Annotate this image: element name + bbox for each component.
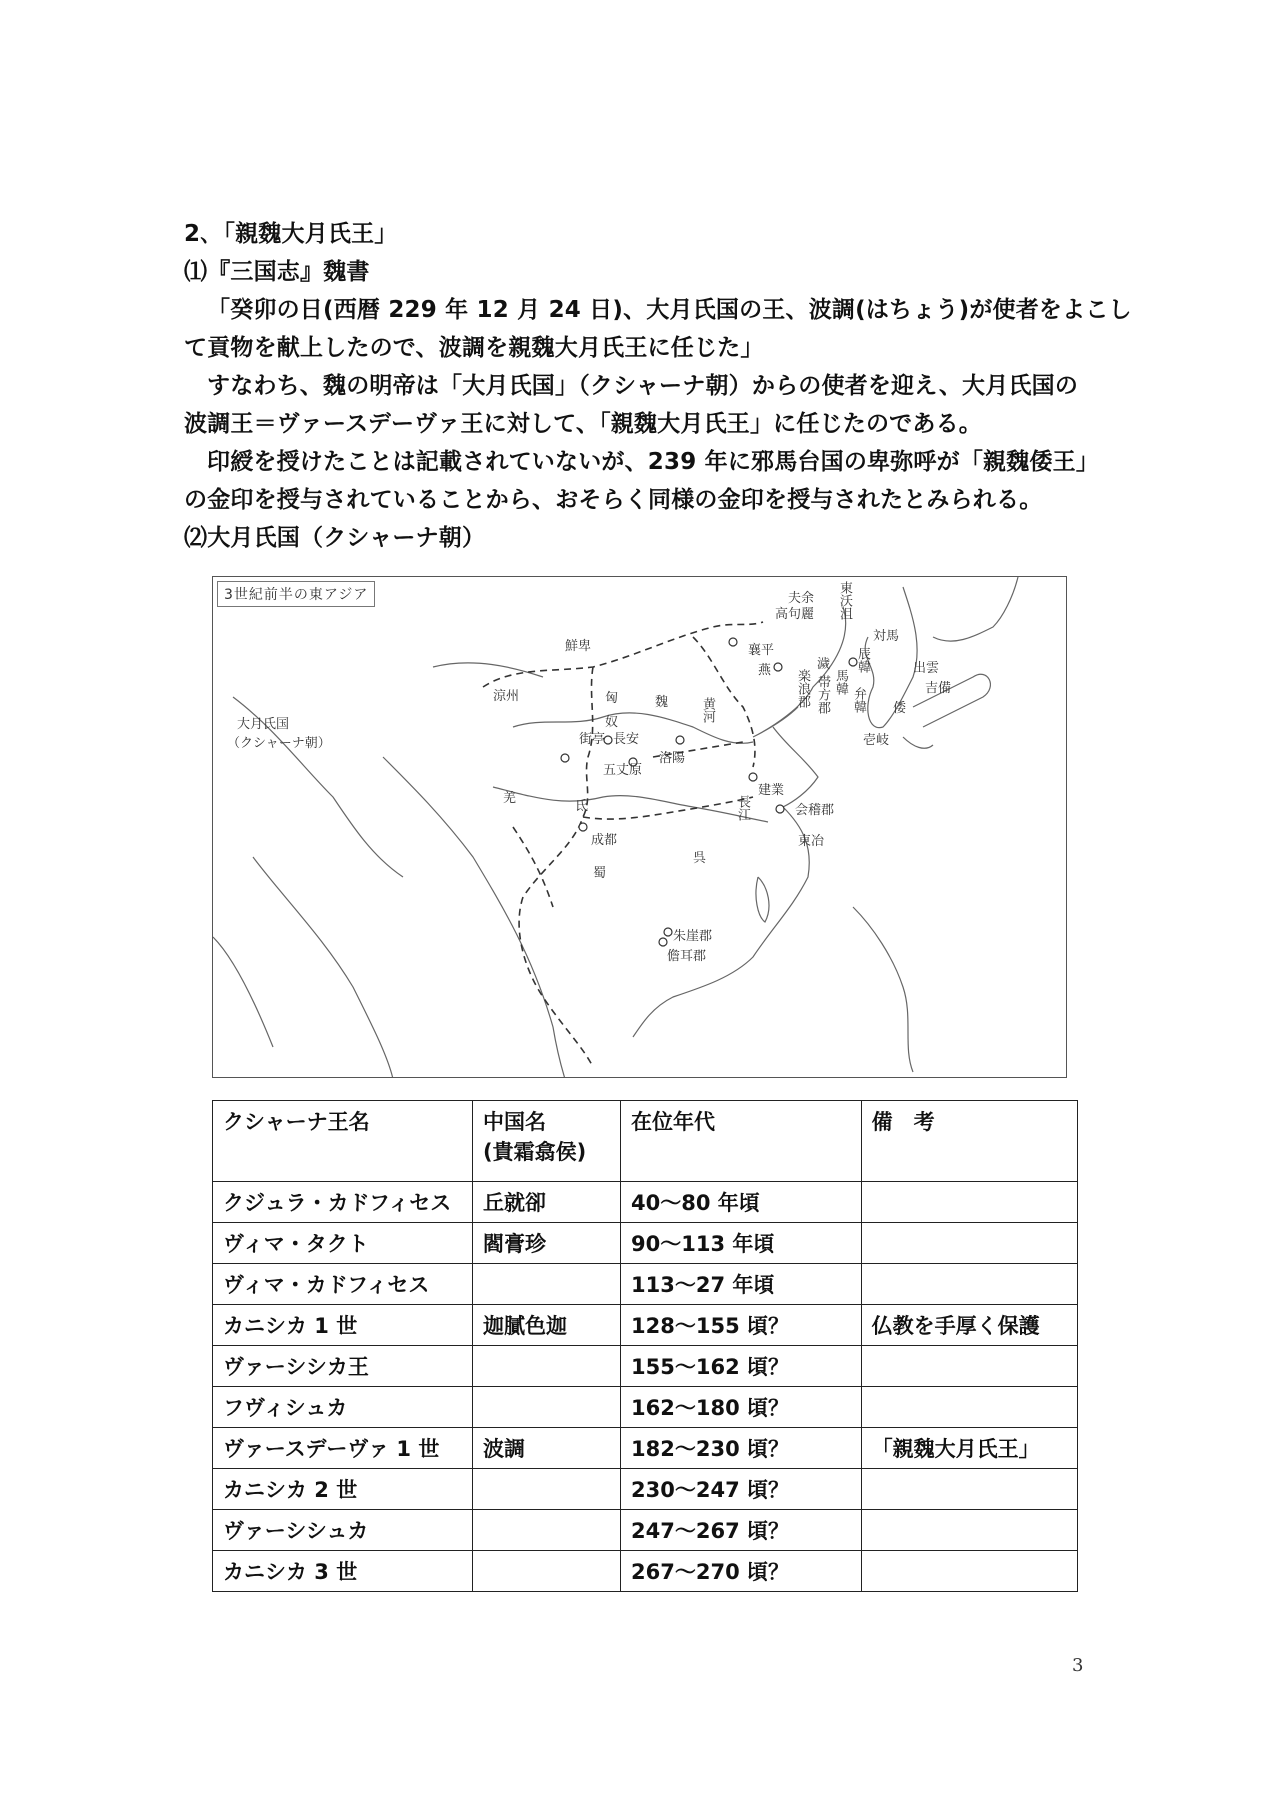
table-row <box>213 1223 1078 1264</box>
cell-chinese-name <box>472 1387 620 1428</box>
cell-chinese-name <box>472 1264 620 1305</box>
header-chinese-name <box>472 1101 620 1182</box>
table-row <box>213 1428 1078 1469</box>
cell-remarks <box>861 1346 1077 1387</box>
map-label-tsushima: 対馬 <box>873 629 900 644</box>
map-label-iki: 壱岐 <box>863 733 890 748</box>
map-label-kuaiji: 会稽郡 <box>795 803 835 818</box>
cell-chinese-name <box>472 1469 620 1510</box>
map-label-yuezhi: 大月氏国 <box>237 717 290 732</box>
map-label-zhuya: 朱崖郡 <box>673 929 713 944</box>
cell-remarks <box>861 1510 1077 1551</box>
table-row <box>213 1264 1078 1305</box>
map-label-wu: 呉 <box>693 851 707 866</box>
map-label-qiang: 羌 <box>503 791 517 806</box>
map-label-jieting: 街亭 <box>579 732 606 747</box>
map-label-chengdu: 成都 <box>591 833 618 848</box>
cell-reign: 90～113 年頃 <box>621 1223 862 1264</box>
section-title: 2､「親魏大月氏王」 <box>184 221 398 247</box>
cell-king-name: ヴァーシシカ王 <box>213 1346 473 1387</box>
cell-reign: 155～162 頃？ <box>621 1346 862 1387</box>
cell-remarks <box>861 1182 1077 1223</box>
cell-remarks <box>861 1387 1077 1428</box>
cell-remarks <box>861 1264 1077 1305</box>
cell-king-name: カニシカ 2 世 <box>213 1469 473 1510</box>
cell-remarks: 「親魏大月氏王」 <box>861 1428 1077 1469</box>
cell-remarks <box>861 1469 1077 1510</box>
cell-chinese-name <box>472 1551 620 1592</box>
table-row <box>213 1182 1078 1223</box>
map-label-wei: 魏 <box>655 695 669 710</box>
cell-king-name: ヴィマ・タクト <box>213 1223 473 1264</box>
paragraph-3-line-2: の金印を授与されていることから、おそらく同様の金印を授与されたとみられる。 <box>184 487 1043 513</box>
quote-line-1: 「癸卯の日(西暦 229 年 12 月 24 日)、大月氏国の王、波調(はちょう)が使者をよこし <box>207 297 1132 323</box>
cell-chinese-name: 閻膏珍 <box>472 1223 620 1264</box>
cell-reign: 247～267 頃？ <box>621 1510 862 1551</box>
cell-reign: 113～27 年頃 <box>621 1264 862 1305</box>
cell-king-name: カニシカ 3 世 <box>213 1551 473 1592</box>
table-row <box>213 1551 1078 1592</box>
map-label-luoyang: 洛陽 <box>659 751 686 766</box>
map-label-xiongnu: 匈 <box>605 691 619 706</box>
table-row <box>213 1387 1078 1428</box>
paragraph-2-line-2: 波調王＝ヴァースデーヴァ王に対して、「親魏大月氏王」に任じたのである。 <box>184 411 982 437</box>
map-label-changan: 長安 <box>613 732 640 747</box>
map-label-wuzhangyuan: 五丈原 <box>603 763 643 778</box>
cell-reign: 40～80 年頃 <box>621 1182 862 1223</box>
subsection-title-sangokushi: ⑴『三国志』魏書 <box>184 259 370 285</box>
cell-reign: 128～155 頃？ <box>621 1305 862 1346</box>
map-label-dongye: 東冶 <box>798 834 825 849</box>
map-label-izumo: 出雲 <box>913 661 940 676</box>
map-label-xiangping: 襄平 <box>748 643 775 658</box>
page-number: 3 <box>1072 1655 1084 1676</box>
table-row <box>213 1469 1078 1510</box>
map-label-huanghe: 黄河 <box>700 697 715 723</box>
header-chinese-name-note: (貴霜翕侯) <box>482 1140 587 1164</box>
map-drawing <box>213 577 1067 1078</box>
cell-chinese-name <box>472 1346 620 1387</box>
cell-remarks <box>861 1223 1077 1264</box>
header-chinese-name-label: 中国名 <box>482 1110 546 1134</box>
map-label-lelang: 楽浪郡 <box>795 669 810 708</box>
cell-remarks <box>861 1551 1077 1592</box>
kushan-kings-table <box>212 1100 1078 1592</box>
cell-chinese-name <box>472 1510 620 1551</box>
cell-reign: 230～247 頃？ <box>621 1469 862 1510</box>
paragraph-3-line-1: 印綬を授けたことは記載されていないが、239 年に邪馬台国の卑弥呼が「親魏倭王」 <box>207 449 1100 475</box>
map-label-danger: 儋耳郡 <box>667 949 707 964</box>
header-reign: 在位年代 <box>621 1101 862 1182</box>
map-label-chenhan: 辰韓 <box>855 647 870 673</box>
header-king-name: クシャーナ王名 <box>213 1101 473 1182</box>
map-label-bianhan: 弁韓 <box>851 687 866 713</box>
map-label-dongwoju: 東沃沮 <box>837 581 852 620</box>
map-label-nu: 奴 <box>605 715 619 730</box>
cell-king-name: ヴァーシシュカ <box>213 1510 473 1551</box>
map-label-changjiang: 長江 <box>735 795 750 821</box>
cell-reign: 267～270 頃？ <box>621 1551 862 1592</box>
quote-line-2: て貢物を献上したので、波調を親魏大月氏王に任じた」 <box>184 335 764 361</box>
cell-king-name: フヴィシュカ <box>213 1387 473 1428</box>
map-label-shu: 蜀 <box>593 866 607 881</box>
map-label-hui: 濊 <box>817 657 831 672</box>
map-label-jianye: 建業 <box>758 783 785 798</box>
map-label-di: 氐 <box>575 799 589 814</box>
map-label-gaogouli: 高句麗 <box>775 607 815 622</box>
table-header-row <box>213 1101 1078 1182</box>
cell-chinese-name: 波調 <box>472 1428 620 1469</box>
table-row <box>213 1346 1078 1387</box>
map-label-wa: 倭 <box>893 701 907 716</box>
body-text <box>184 215 1132 557</box>
cell-king-name: カニシカ 1 世 <box>213 1305 473 1346</box>
cell-king-name: ヴィマ・カドフィセス <box>213 1264 473 1305</box>
map-title: 3世紀前半の東アジア <box>217 581 375 607</box>
cell-chinese-name: 迦膩色迦 <box>472 1305 620 1346</box>
map-label-fuyu: 夫余 <box>788 591 815 606</box>
subsection-title-kushan: ⑵大月氏国（クシャーナ朝） <box>184 525 486 551</box>
map-label-mahan: 馬韓 <box>833 669 848 695</box>
map-label-daifang: 帯方郡 <box>815 675 830 714</box>
header-remarks: 備 考 <box>861 1101 1077 1182</box>
map-label-kushana: （クシャーナ朝） <box>227 736 331 751</box>
cell-chinese-name: 丘就卻 <box>472 1182 620 1223</box>
table-row <box>213 1510 1078 1551</box>
cell-reign: 162～180 頃？ <box>621 1387 862 1428</box>
map-label-liangzhou: 涼州 <box>493 689 520 704</box>
east-asia-map <box>212 576 1067 1078</box>
map-label-xianbei: 鮮卑 <box>565 639 592 654</box>
paragraph-2-line-1: すなわち、魏の明帝は「大月氏国」（クシャーナ朝）からの使者を迎え、大月氏国の <box>207 373 1079 399</box>
map-label-yan: 燕 <box>758 663 772 678</box>
cell-reign: 182～230 頃？ <box>621 1428 862 1469</box>
cell-remarks: 仏教を手厚く保護 <box>861 1305 1077 1346</box>
map-label-kibi: 吉備 <box>925 681 952 696</box>
cell-king-name: クジュラ・カドフィセス <box>213 1182 473 1223</box>
cell-king-name: ヴァースデーヴァ 1 世 <box>213 1428 473 1469</box>
table-row <box>213 1305 1078 1346</box>
